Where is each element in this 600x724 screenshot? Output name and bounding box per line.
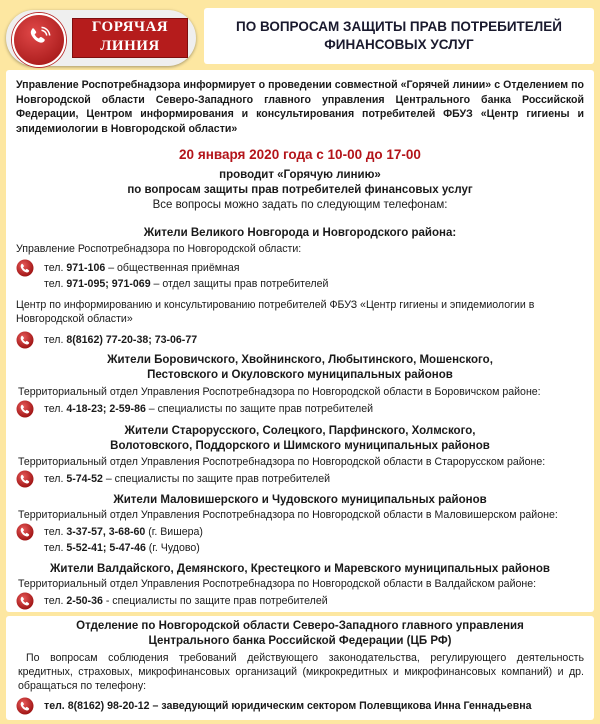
phone-icon [16,592,34,610]
section-novgorod-heading: Жители Великого Новгорода и Новгородского района: [143,227,457,239]
section-borovichi-org: Территориальный отдел Управления Роспотребнадзора по Новгородской области в Боровичском районе: [18,386,541,398]
bank-heading-line1: Отделение по Новгородской области Северо-Западного главного управления [76,620,524,632]
phone-number[interactable]: 5-52-41; 5-47-46 [66,542,146,554]
phone-icon [16,470,34,488]
section-staraya-russa-heading [6,424,594,454]
section-borovichi-heading-line2: Пестовского и Окуловского муниципальных районов [147,369,453,381]
phone-desc: – общественная приёмная [105,262,240,274]
page-title: ПО ВОПРОСАМ ЗАЩИТЫ ПРАВ ПОТРЕБИТЕЛЕЙ ФИНАНСОВЫХ УСЛУГ [235,19,562,52]
phone-icon [12,13,66,67]
tel-label: тел. [44,473,64,485]
phone-icon [16,400,34,418]
phone-desc: – отдел защиты прав потребителей [150,278,329,290]
section-valday-heading: Жители Валдайского, Демянского, Крестецкого и Маревского муниципальных районов [50,563,550,575]
phone-desc: – специалисты по защите прав потребителей [102,473,331,485]
hotline-badge [6,10,196,66]
section-borovichi-heading-line1: Жители Боровичского, Хвойнинского, Любытинского, Мошенского, [107,354,493,366]
phone-number[interactable]: 971-095; 971-069 [66,278,151,290]
tel-label: тел. [44,278,64,290]
phone-desc: - специалисты по защите прав потребителей [102,595,328,607]
phone-icon [16,331,34,349]
hotline-label-line2: ЛИНИЯ [100,38,160,54]
phone-icon [16,523,34,541]
tel-label: тел. [44,334,64,346]
title-box [204,8,594,64]
ask-line: Все вопросы можно задать по следующим телефонам: [152,199,448,211]
phone-number[interactable]: 3-37-57, 3-68-60 [66,526,146,538]
section-malaya-vishera-heading: Жители Маловишерского и Чудовского муниципальных районов [113,494,487,506]
section-staraya-russa-org: Территориальный отдел Управления Роспотребнадзора по Новгородской области в Старорусском районе: [18,456,546,468]
tel-label: тел. [44,403,64,415]
intro-paragraph: Управление Роспотребнадзора информирует о проведении совместной «Горячей линии» с Отделением по Новгородской области Северо-Западного главного управления Центрального банка Российской Федерации, Центром информирования и консультирования потребителей ФБУЗ «Центр гигиены и эпидемиологии в Новгородской области» [16,79,584,135]
section-novgorod-org: Управление Роспотребнадзора по Новгородской области: [16,243,302,255]
phone-number[interactable]: 8(8162) 77-20-38; 73-06-77 [66,334,198,346]
phone-number[interactable]: 5-74-52 [66,473,103,485]
section-malaya-vishera-org: Территориальный отдел Управления Роспотребнадзора по Новгородской области в Маловишерском районе: [18,509,558,521]
tel-label: тел. [44,262,64,274]
bank-card [6,616,594,720]
phone-icon [16,259,34,277]
bank-phone[interactable]: тел. 8(8162) 98-20-12 – заведующий юридическим сектором Полевщикова Инна Геннадьевна [44,700,532,712]
phone-desc: – специалисты по защите прав потребителей [145,403,374,415]
section-valday-org: Территориальный отдел Управления Роспотребнадзора по Новгородской области в Валдайском районе: [18,578,537,590]
hotline-label-line1: ГОРЯЧАЯ [91,19,169,35]
section-staraya-russa-heading-line1: Жители Старорусского, Солецкого, Парфинского, Холмского, [124,425,476,437]
phone-number[interactable]: 971-106 [66,262,106,274]
phone-number[interactable]: 2-50-36 [66,595,103,607]
section-staraya-russa-heading-line2: Волотовского, Поддорского и Шимского муниципальных районов [110,440,490,452]
tel-label: тел. [44,542,64,554]
topic-line: по вопросам защиты прав потребителей финансовых услуг [127,184,473,196]
bank-text: По вопросам соблюдения требований действующего законодательства, регулирующего деятельность кредитных, страховых, микрофинансовых организаций (микрокредитных и микрофинансовых компаний) и др. обращаться по телефону: [18,652,584,692]
bank-heading [6,619,594,649]
main-card [6,70,594,612]
phone-desc: (г. Чудово) [145,542,200,554]
tel-label: тел. [44,526,64,538]
conducts-line: проводит «Горячую линию» [219,169,381,181]
tel-label: тел. [44,595,64,607]
bank-heading-line2: Центрального банка Российской Федерации (ЦБ РФ) [148,635,452,647]
header [6,8,594,66]
section-borovichi-heading [6,353,594,383]
phone-desc: (г. Вишера) [145,526,203,538]
hotline-label [72,18,188,58]
event-date: 20 января 2020 года с 10-00 до 17-00 [179,147,421,162]
phone-icon [16,697,34,715]
phone-number[interactable]: 4-18-23; 2-59-86 [66,403,146,415]
section-novgorod-org2: Центр по информированию и консультированию потребителей ФБУЗ «Центр гигиены и эпидемиологии в Новгородской области» [16,299,535,325]
